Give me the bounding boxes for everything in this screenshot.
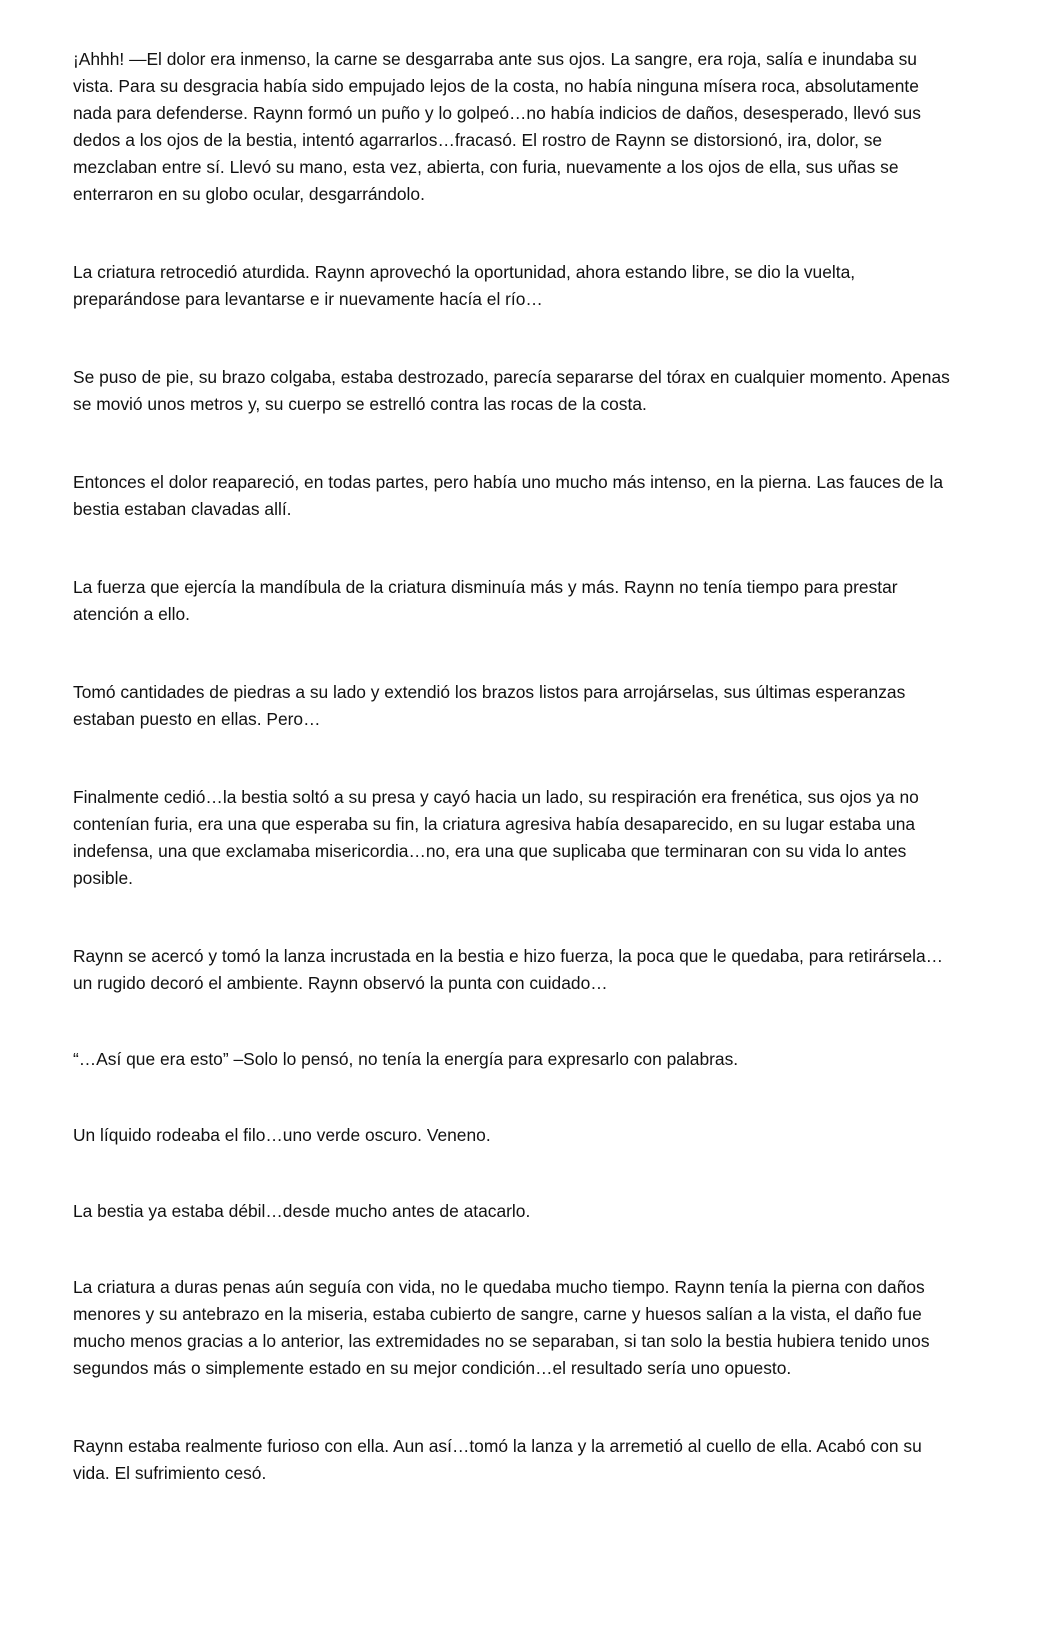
paragraph-12: La criatura a duras penas aún seguía con vida, no le quedaba mucho tiempo. Raynn tenía la pierna con daños menores y su antebrazo en la miseria, estaba cubierto de sangre, carne y huesos salían a la vista, el daño fue mucho menos gracias a lo anterior, las extremidades no se separaban, si tan solo la bestia hubiera tenido unos segundos más o simplemente estado en su mejor condición…el resultado sería uno opuesto. <box>73 1277 930 1378</box>
paragraph-3: Se puso de pie, su brazo colgaba, estaba destrozado, parecía separarse del tórax en cualquier momento. Apenas se movió unos metros y, su cuerpo se estrelló contra las rocas de la costa. <box>73 367 950 414</box>
paragraph-2: La criatura retrocedió aturdida. Raynn aprovechó la oportunidad, ahora estando libre, se dio la vuelta, preparándose para levantarse e ir nuevamente hacía el río… <box>73 262 856 309</box>
paragraph-11: La bestia ya estaba débil…desde mucho antes de atacarlo. <box>73 1201 531 1221</box>
paragraph-9: “…Así que era esto” –Solo lo pensó, no tenía la energía para expresarlo con palabras. <box>73 1049 739 1069</box>
paragraph-10: Un líquido rodeaba el filo…uno verde oscuro. Veneno. <box>73 1125 491 1145</box>
paragraph-8: Raynn se acercó y tomó la lanza incrustada en la bestia e hizo fuerza, la poca que le quedaba, para retirársela…un rugido decoró el ambiente. Raynn observó la punta con cuidado… <box>73 946 944 993</box>
paragraph-4: Entonces el dolor reapareció, en todas partes, pero había uno mucho más intenso, en la pierna. Las fauces de la bestia estaban clavadas allí. <box>73 472 944 519</box>
paragraph-5: La fuerza que ejercía la mandíbula de la criatura disminuía más y más. Raynn no tenía tiempo para prestar atención a ello. <box>73 577 898 624</box>
paragraph-6: Tomó cantidades de piedras a su lado y extendió los brazos listos para arrojárselas, sus últimas esperanzas estaban puesto en ellas. Pero… <box>73 682 906 729</box>
paragraph-1: ¡Ahhh! —El dolor era inmenso, la carne se desgarraba ante sus ojos. La sangre, era roja, salía e inundaba su vista. Para su desgracia había sido empujado lejos de la costa, no había ninguna mísera roca, absolutamente nada para defenderse. Raynn formó un puño y lo golpeó…no había indicios de daños, desesperado, llevó sus dedos a los ojos de la bestia, intentó agarrarlos…fracasó. El rostro de Raynn se distorsionó, ira, dolor, se mezclaban entre sí. Llevó su mano, esta vez, abierta, con furia, nuevamente a los ojos de ella, sus uñas se enterraron en su globo ocular, desgarrándolo. <box>73 49 921 204</box>
paragraph-13: Raynn estaba realmente furioso con ella. Aun así…tomó la lanza y la arremetió al cuello de ella. Acabó con su vida. El sufrimiento cesó. <box>73 1436 922 1483</box>
paragraph-7: Finalmente cedió…la bestia soltó a su presa y cayó hacia un lado, su respiración era frenética, sus ojos ya no contenían furia, era una que esperaba su fin, la criatura agresiva había desaparecido, en su lugar estaba una indefensa, una que exclamaba misericordia…no, era una que suplicaba que terminaran con su vida lo antes posible. <box>73 787 919 888</box>
